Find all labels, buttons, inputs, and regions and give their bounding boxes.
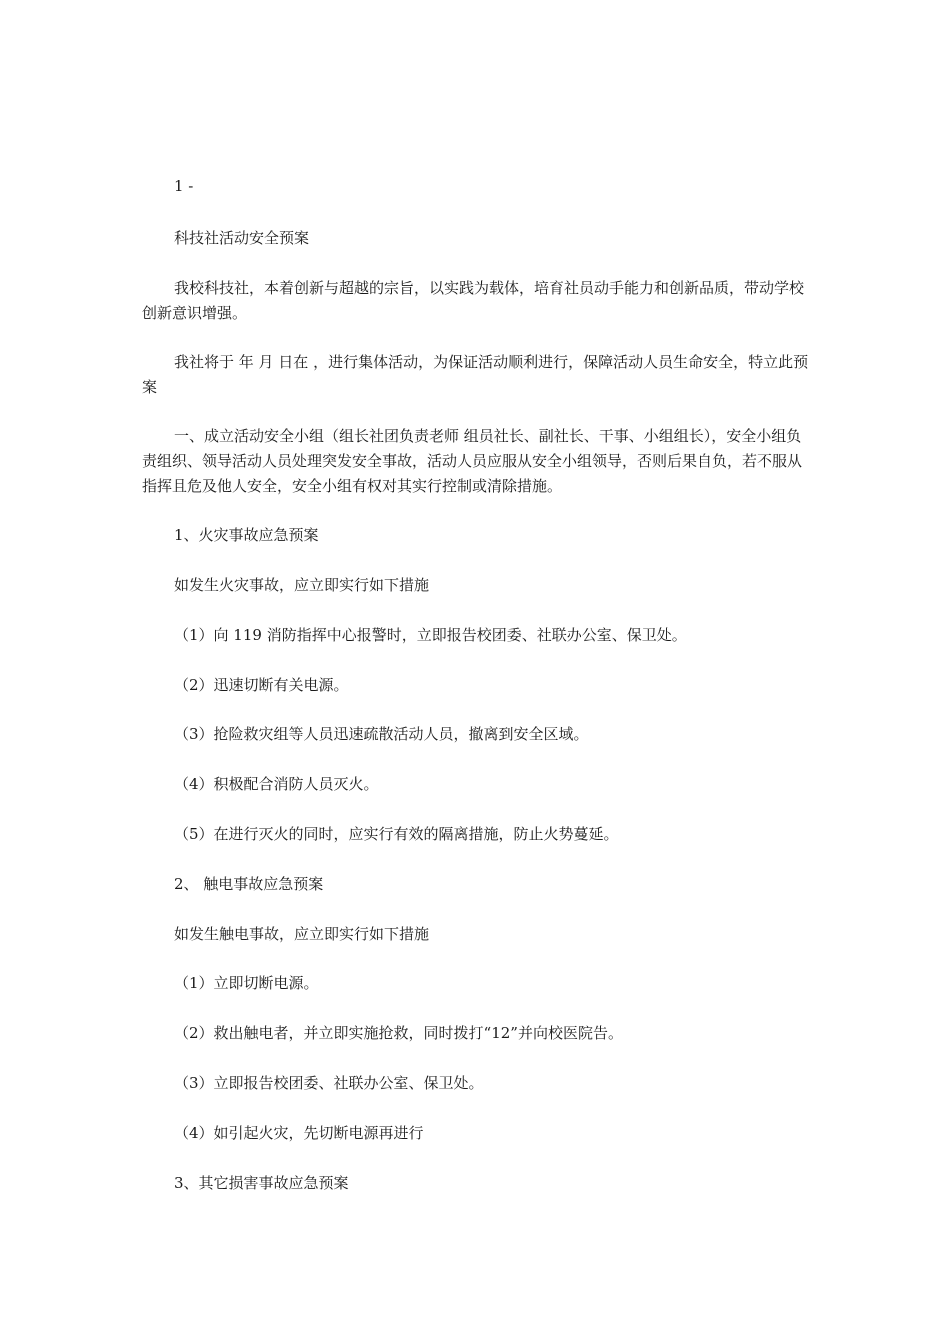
fire-item: （3）抢险救灾组等人员迅速疏散活动人员，撤离到安全区域。: [174, 725, 589, 743]
electric-item: （4）如引起火灾，先切断电源再进行: [174, 1124, 424, 1142]
fire-heading: 1、火灾事故应急预案: [174, 526, 319, 544]
other-heading: 3、其它损害事故应急预案: [174, 1174, 349, 1192]
fire-item: （4）积极配合消防人员灭火。: [174, 775, 379, 793]
intro-paragraph: 我校科技社，本着创新与超越的宗旨，以实践为载体，培育社员动手能力和创新品质，带动学校创新意识增强。: [142, 279, 805, 322]
plan-paragraph: 我社将于 年 月 日在 ，进行集体活动，为保证活动顺利进行，保障活动人员生命安全，特立此预案: [142, 353, 809, 396]
electric-item: （2）救出触电者，并立即实施抢救，同时拨打“12”并向校医院告。: [174, 1024, 623, 1042]
fire-item: （2）迅速切断有关电源。: [174, 676, 349, 694]
fire-item: （5）在进行灭火的同时，应实行有效的隔离措施，防止火势蔓延。: [174, 825, 619, 843]
document-title: 科技社活动安全预案: [174, 229, 310, 247]
page-number: 1 -: [174, 177, 194, 195]
safety-group-paragraph: 一、成立活动安全小组（组长社团负责老师 组员社长、副社长、干事、小组组长），安全小组负责组织、领导活动人员处理突发安全事故，活动人员应服从安全小组领导，否则后果自负，若不服从指挥且危及他人安全，安全小组有权对其实行控制或清除措施。: [142, 427, 803, 495]
fire-lead: 如发生火灾事故，应立即实行如下措施: [174, 576, 430, 594]
fire-item: （1）向 119 消防指挥中心报警时，立即报告校团委、社联办公室、保卫处。: [174, 626, 687, 644]
electric-item: （1）立即切断电源。: [174, 974, 319, 992]
electric-item: （3）立即报告校团委、社联办公室、保卫处。: [174, 1074, 484, 1092]
electric-lead: 如发生触电事故，应立即实行如下措施: [174, 925, 430, 943]
electric-heading: 2、 触电事故应急预案: [174, 875, 324, 893]
